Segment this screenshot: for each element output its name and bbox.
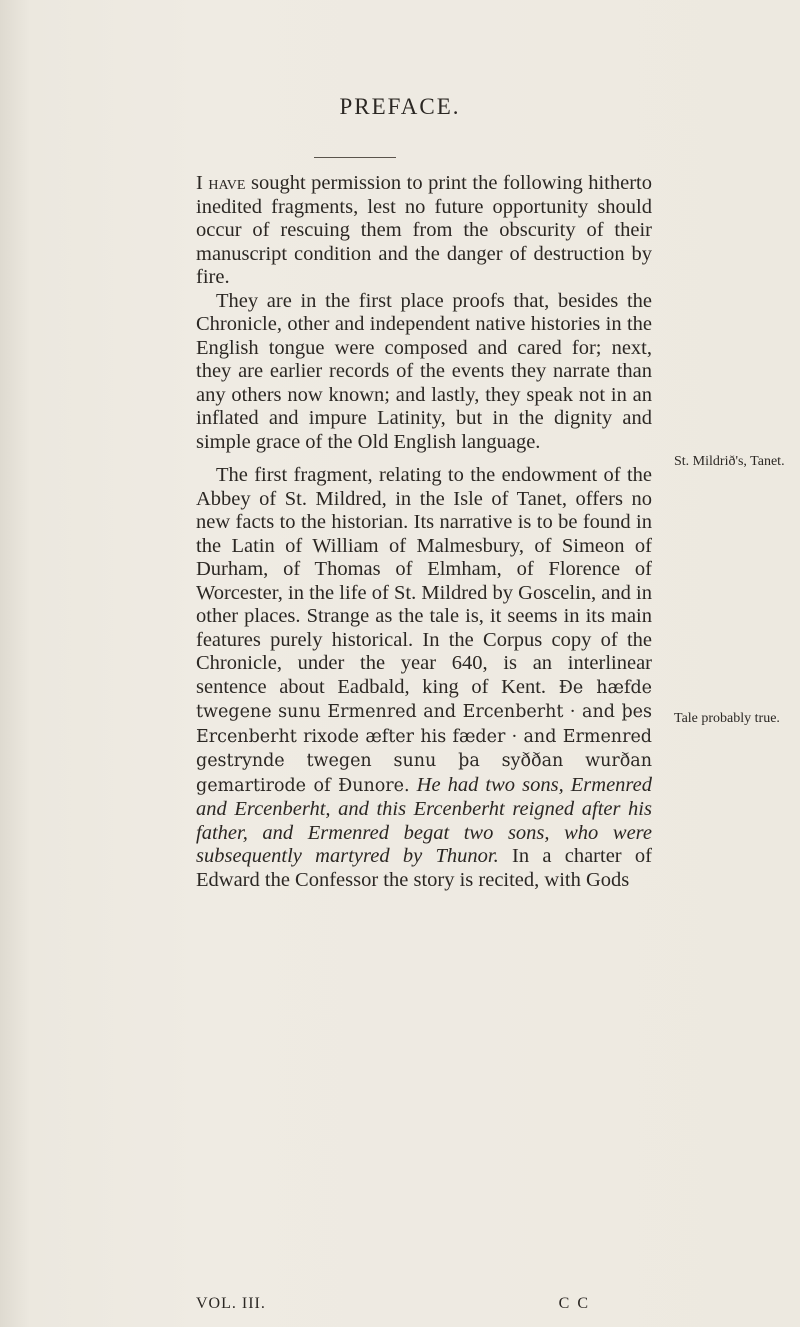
margin-note-mildred: St. Mildrið's, Tanet.	[674, 454, 785, 469]
page-title: PREFACE.	[339, 94, 461, 119]
paragraph-3	[196, 464, 652, 892]
paragraph-3-text: The first fragment, relating to the endowment of the Abbey of St. Mildred, in the Isle of Tanet, offers no new facts to the historian. Its narrative is to be found in the Latin of William of Malmesbury, of Simeon of Durham, of Thomas of Elmham, of Florence of Worcester, in the life of St. Mildred by Goscelin, and in other places. Strange as the tale is, it seems in its main features purely historical. In the Corpus copy of the Chronicle, under the year 640, is an interlinear sentence about Eadbald, king of Kent.	[196, 464, 652, 698]
body-text	[196, 172, 652, 892]
signature-mark: C C	[558, 1295, 590, 1312]
drop-letter: I	[196, 172, 203, 194]
paragraph-1	[196, 172, 652, 290]
small-caps-word: have	[208, 172, 246, 194]
title-divider	[314, 157, 396, 158]
paragraph-2: They are in the first place proofs that, besides the Chronicle, other and independent native histories in the English tongue were composed and cared for; next, they are earlier records of the events they narrate than any others now known; and lastly, they speak not in an inflated and impure Latinity, but in the dignity and simple grace of the Old English language.	[196, 289, 652, 453]
volume-label: VOL. III.	[196, 1295, 266, 1312]
page-footer	[196, 1295, 652, 1313]
old-english-quote: Ðe hæfde twegene sunu Ermenred and Ercenberht · and þes Ercenberht rixode æfter his fæder · and Ermenred gestrynde twegen sunu þa syððan wurðan gemartirode of Ðunore.	[196, 677, 653, 796]
translation-italic: He had two sons, Ermenred and Ercenberht, and this Ercenberht reigned after his father, and Ermenred begat two sons, who were subsequently martyred by Thunor.	[196, 773, 652, 867]
margin-note-tale: Tale probably true.	[674, 711, 780, 726]
paragraph-1-text: sought permission to print the following hitherto inedited fragments, lest no future opportunity should occur of rescuing them from the obscurity of their manuscript condition and the danger of destruction by fire.	[196, 172, 652, 288]
paragraph-3-end: In a charter of Edward the Confessor the story is recited, with Gods	[196, 845, 652, 891]
